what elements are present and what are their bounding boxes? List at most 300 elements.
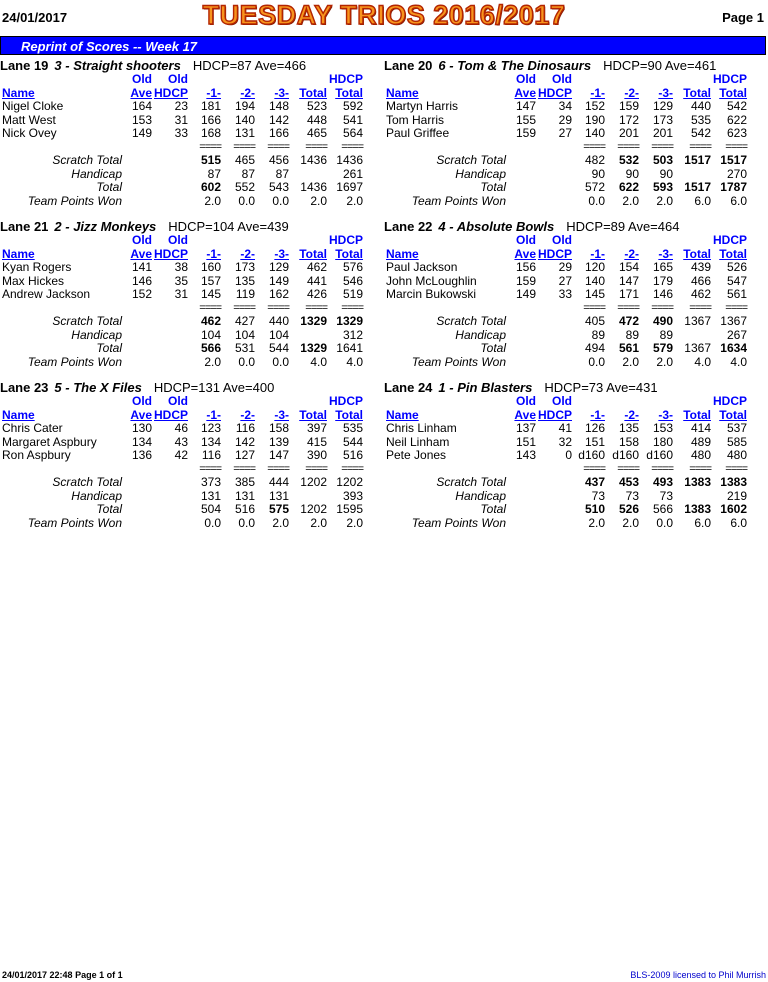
team-points-row-g1-cell: 0.0 <box>588 354 605 369</box>
handicap-row-g1-cell: 90 <box>591 166 605 181</box>
total-row-g3-cell: 543 <box>268 180 289 194</box>
player-row <box>384 449 756 463</box>
player-name: Paul Griffee <box>386 126 450 140</box>
player-g1-cell: 160 <box>200 260 221 274</box>
team-points-row-htotal-cell: 4.0 <box>730 354 747 369</box>
row-label: Team Points Won <box>27 354 122 369</box>
player-ave-cell: 149 <box>131 126 152 140</box>
team-points-row-g2-cell: 0.0 <box>238 515 255 530</box>
total-row-g2-cell: 526 <box>618 502 639 516</box>
player-g2-cell: 142 <box>234 434 255 449</box>
scratch-total-row-htotal-cell: 1383 <box>720 475 747 489</box>
separator-cell: ==== <box>199 462 221 475</box>
player-name: Martyn Harris <box>386 99 459 113</box>
total-row-g1-cell: 572 <box>584 180 605 194</box>
separator-cell: ==== <box>305 140 327 153</box>
separator-cell: ==== <box>725 301 747 314</box>
old-ave-cell: Old <box>516 233 536 247</box>
game3-header-cell: -3- <box>274 407 289 422</box>
team-points-row-g3-cell: 0.0 <box>656 515 673 530</box>
player-htotal-cell: 561 <box>726 287 747 301</box>
hdcp-total-header-cell: Total <box>719 246 747 261</box>
player-g1-cell: 116 <box>201 448 221 462</box>
player-g1-cell: 140 <box>584 126 605 140</box>
player-hdcp-cell: 38 <box>174 260 188 274</box>
player-g3-cell: 166 <box>268 126 289 140</box>
team-points-row-total-cell: 4.0 <box>694 354 711 369</box>
column-header-row <box>0 248 372 262</box>
team-points-row-g1-cell: 0.0 <box>204 515 221 530</box>
player-htotal-cell: 544 <box>342 434 363 449</box>
handicap-row-g3-cell: 104 <box>268 327 289 342</box>
player-row <box>384 100 756 114</box>
ave-header-cell: Ave <box>514 246 536 261</box>
player-hdcp-cell: 32 <box>558 434 572 449</box>
lane-number: Lane 24 <box>384 380 433 395</box>
lane-block <box>384 380 756 530</box>
player-hdcp-cell: 31 <box>174 112 188 127</box>
total-header-cell: Total <box>683 85 711 100</box>
player-total-cell: 480 <box>690 448 711 462</box>
row-label: Scratch Total <box>436 314 506 328</box>
player-name: John McLoughlin <box>386 273 477 288</box>
game1-header-cell: -1- <box>590 85 605 100</box>
player-hdcp-cell: 46 <box>174 421 188 435</box>
total-row-g3-cell: 593 <box>652 180 673 194</box>
game3-header-cell: -3- <box>658 246 673 261</box>
game2-header-cell: -2- <box>240 85 255 100</box>
team-points-row-htotal-cell: 6.0 <box>730 193 747 208</box>
hdcp-header-cell: HDCP <box>537 85 572 100</box>
team-points-row-g2-cell: 2.0 <box>622 193 639 208</box>
player-ave-cell: 159 <box>515 273 536 288</box>
separator-cell: ==== <box>689 462 711 475</box>
player-g1-cell: 145 <box>200 287 221 301</box>
separator-row <box>0 302 372 316</box>
game2-header-cell: -2- <box>240 407 255 422</box>
team-points-row-g3-cell: 0.0 <box>272 354 289 369</box>
player-total-cell: 466 <box>690 273 711 288</box>
hdcp-header-cell: HDCP <box>537 246 572 261</box>
player-htotal-cell: 541 <box>342 112 363 127</box>
row-label: Scratch Total <box>52 475 122 489</box>
total-row-htotal-cell: 1787 <box>720 180 747 194</box>
game1-header-cell: -1- <box>206 246 221 261</box>
player-row <box>0 436 372 450</box>
player-g2-cell: 119 <box>235 287 255 301</box>
player-row <box>0 127 372 141</box>
player-row <box>384 261 756 275</box>
row-label: Handicap <box>71 488 122 503</box>
team-stats: HDCP=104 Ave=439 <box>168 219 289 234</box>
separator-cell: ==== <box>617 301 639 314</box>
row-label: Handicap <box>455 327 506 342</box>
row-label: Handicap <box>455 488 506 503</box>
lane-number: Lane 19 <box>0 58 49 73</box>
team-name: 5 - The X Files <box>54 380 142 395</box>
player-hdcp-cell: 29 <box>558 260 572 274</box>
scratch-total-row-htotal-cell: 1202 <box>336 475 363 489</box>
lane-number: Lane 20 <box>384 58 433 73</box>
player-g2-cell: 201 <box>618 126 639 140</box>
player-htotal-cell: 516 <box>342 448 363 462</box>
row-label: Total <box>480 502 506 516</box>
scratch-total-row-total-cell: 1202 <box>300 475 327 489</box>
player-g3-cell: 149 <box>268 273 289 288</box>
handicap-row-g2-cell: 90 <box>625 166 639 181</box>
total-row-htotal-cell: 1634 <box>720 341 747 355</box>
player-htotal-cell: 526 <box>726 260 747 274</box>
separator-cell: ==== <box>233 301 255 314</box>
team-points-row-g3-cell: 2.0 <box>656 354 673 369</box>
hdcp-total-header-cell: Total <box>719 407 747 422</box>
player-hdcp-cell: 0 <box>565 448 572 462</box>
scratch-total-row-total-cell: 1367 <box>684 314 711 328</box>
handicap-row-htotal-cell: 267 <box>726 327 747 342</box>
separator-cell: ==== <box>233 140 255 153</box>
player-ave-cell: 130 <box>131 421 152 435</box>
game2-header-cell: -2- <box>624 407 639 422</box>
old-hdcp-cell: Old <box>552 72 572 86</box>
column-header-row <box>384 395 756 409</box>
team-points-row-htotal-cell: 2.0 <box>346 193 363 208</box>
player-g2-cell: 140 <box>234 112 255 127</box>
separator-cell: ==== <box>233 462 255 475</box>
scratch-total-row-total-cell: 1436 <box>300 153 327 167</box>
total-row-g2-cell: 561 <box>618 341 639 355</box>
total-row-g1-cell: 602 <box>200 180 221 194</box>
player-htotal-cell: 519 <box>342 287 363 301</box>
lane-number: Lane 21 <box>0 219 49 234</box>
lane-header <box>0 380 372 395</box>
handicap-row-g3-cell: 131 <box>268 488 289 503</box>
player-g3-cell: 148 <box>268 99 289 113</box>
lane-number: Lane 22 <box>384 219 433 234</box>
total-row-total-cell: 1367 <box>684 341 711 355</box>
total-header-cell: Total <box>299 246 327 261</box>
name-header: Name <box>386 246 419 261</box>
lane-block <box>0 58 372 208</box>
row-label: Team Points Won <box>411 193 506 208</box>
player-hdcp-cell: 35 <box>174 273 188 288</box>
player-name: Pete Jones <box>386 448 447 462</box>
total-row <box>0 342 372 356</box>
scratch-total-row <box>0 315 372 329</box>
player-total-cell: 426 <box>306 287 327 301</box>
separator-row <box>384 463 756 477</box>
player-g1-cell: d160 <box>578 448 605 462</box>
player-g1-cell: 151 <box>584 434 605 449</box>
separator-cell: ==== <box>725 462 747 475</box>
player-g1-cell: 166 <box>200 112 221 127</box>
scratch-total-row-g1-cell: 405 <box>584 314 605 328</box>
total-row-total-cell: 1436 <box>300 180 327 194</box>
player-htotal-cell: 546 <box>342 273 363 288</box>
scratch-total-row-g3-cell: 456 <box>268 153 289 167</box>
player-row <box>0 275 372 289</box>
separator-cell: ==== <box>341 301 363 314</box>
scratch-total-row <box>0 154 372 168</box>
player-g1-cell: 123 <box>200 421 221 435</box>
scratch-total-row-total-cell: 1383 <box>684 475 711 489</box>
player-ave-cell: 159 <box>515 126 536 140</box>
separator-cell: ==== <box>689 301 711 314</box>
player-g3-cell: 179 <box>652 273 673 288</box>
row-label: Handicap <box>71 327 122 342</box>
separator-cell: ==== <box>651 462 673 475</box>
game2-header-cell: -2- <box>624 246 639 261</box>
player-g2-cell: 159 <box>618 99 639 113</box>
total-header-cell: Total <box>683 246 711 261</box>
total-row <box>384 342 756 356</box>
hdcp-total-top-cell: HDCP <box>712 233 747 247</box>
footer-right: BLS-2009 licensed to Phil Murrish <box>630 970 766 980</box>
player-total-cell: 462 <box>690 287 711 301</box>
player-name: Nick Ovey <box>2 126 57 140</box>
player-total-cell: 397 <box>306 421 327 435</box>
player-g3-cell: 165 <box>652 260 673 274</box>
lane-block <box>0 380 372 530</box>
game3-header-cell: -3- <box>658 407 673 422</box>
player-row <box>0 261 372 275</box>
handicap-row-g2-cell: 73 <box>625 488 639 503</box>
player-htotal-cell: 576 <box>342 260 363 274</box>
team-stats: HDCP=73 Ave=431 <box>544 380 658 395</box>
player-g3-cell: 162 <box>268 287 289 301</box>
ave-header-cell: Ave <box>514 407 536 422</box>
team-points-row-total-cell: 6.0 <box>694 515 711 530</box>
row-label: Total <box>96 341 122 355</box>
separator-cell: ==== <box>689 140 711 153</box>
total-row-htotal-cell: 1595 <box>336 502 363 516</box>
player-g1-cell: 126 <box>584 421 605 435</box>
old-ave-cell: Old <box>132 394 152 408</box>
player-g2-cell: 194 <box>234 99 255 113</box>
total-row-total-cell: 1383 <box>684 502 711 516</box>
team-points-row-g2-cell: 2.0 <box>622 354 639 369</box>
team-points-row <box>0 195 372 209</box>
handicap-row-g1-cell: 87 <box>207 166 221 181</box>
game3-header-cell: -3- <box>658 85 673 100</box>
player-g3-cell: 153 <box>652 421 673 435</box>
hdcp-total-header-cell: Total <box>335 85 363 100</box>
page-number: Page 1 <box>722 10 764 25</box>
player-g3-cell: 129 <box>652 99 673 113</box>
player-row <box>0 288 372 302</box>
name-header: Name <box>2 246 35 261</box>
old-hdcp-cell: Old <box>552 233 572 247</box>
handicap-row-g2-cell: 131 <box>234 488 255 503</box>
player-row <box>384 275 756 289</box>
player-name: Matt West <box>2 112 56 127</box>
player-ave-cell: 152 <box>131 287 152 301</box>
game3-header-cell: -3- <box>274 246 289 261</box>
scratch-total-row-g1-cell: 515 <box>200 153 221 167</box>
player-g2-cell: 154 <box>618 260 639 274</box>
handicap-row-g3-cell: 90 <box>659 166 673 181</box>
handicap-row-htotal-cell: 312 <box>342 327 363 342</box>
scratch-total-row-g1-cell: 437 <box>584 475 605 489</box>
lane-number: Lane 23 <box>0 380 49 395</box>
separator-cell: ==== <box>583 140 605 153</box>
separator-cell: ==== <box>651 140 673 153</box>
player-g2-cell: 158 <box>618 434 639 449</box>
handicap-row <box>384 168 756 182</box>
column-header-row <box>0 73 372 87</box>
team-points-row-g2-cell: 0.0 <box>238 193 255 208</box>
team-points-row <box>384 356 756 370</box>
player-total-cell: 542 <box>690 126 711 140</box>
scratch-total-row-g3-cell: 440 <box>268 314 289 328</box>
player-row <box>0 100 372 114</box>
player-ave-cell: 153 <box>131 112 152 127</box>
ave-header-cell: Ave <box>130 85 152 100</box>
separator-row <box>0 141 372 155</box>
separator-cell: ==== <box>341 140 363 153</box>
player-name: Margaret Aspbury <box>2 434 97 449</box>
player-g2-cell: 131 <box>234 126 255 140</box>
column-header-row <box>0 395 372 409</box>
handicap-row <box>384 490 756 504</box>
team-points-row-total-cell: 4.0 <box>310 354 327 369</box>
lane-header <box>0 58 372 73</box>
player-ave-cell: 141 <box>131 260 152 274</box>
player-htotal-cell: 480 <box>726 448 747 462</box>
handicap-row <box>0 490 372 504</box>
player-row <box>0 449 372 463</box>
team-name: 3 - Straight shooters <box>54 58 181 73</box>
total-row-total-cell: 1517 <box>684 180 711 194</box>
team-stats: HDCP=87 Ave=466 <box>192 58 307 73</box>
separator-cell: ==== <box>617 462 639 475</box>
player-name: Tom Harris <box>386 112 445 127</box>
player-total-cell: 448 <box>306 112 327 127</box>
team-points-row <box>0 356 372 370</box>
total-row-g1-cell: 566 <box>200 341 221 355</box>
separator-cell: ==== <box>725 140 747 153</box>
player-total-cell: 465 <box>306 126 327 140</box>
separator-cell: ==== <box>617 140 639 153</box>
player-row <box>384 422 756 436</box>
total-row-g2-cell: 552 <box>234 180 255 194</box>
scratch-total-row <box>0 476 372 490</box>
column-header-row <box>384 409 756 423</box>
total-row-g1-cell: 510 <box>584 502 605 516</box>
player-g3-cell: 142 <box>268 112 289 127</box>
team-points-row-htotal-cell: 6.0 <box>730 515 747 530</box>
row-label: Total <box>480 341 506 355</box>
player-g3-cell: 173 <box>652 112 673 127</box>
name-header: Name <box>386 85 419 100</box>
team-points-row-g1-cell: 2.0 <box>204 354 221 369</box>
team-points-row-g1-cell: 0.0 <box>588 193 605 208</box>
player-row <box>384 436 756 450</box>
total-row-g2-cell: 622 <box>618 180 639 194</box>
player-ave-cell: 164 <box>131 99 152 113</box>
total-header-cell: Total <box>299 85 327 100</box>
column-header-row <box>384 234 756 248</box>
total-row-g2-cell: 531 <box>234 341 255 355</box>
player-g2-cell: 116 <box>235 421 255 435</box>
total-row <box>384 503 756 517</box>
player-htotal-cell: 537 <box>726 421 747 435</box>
team-stats: HDCP=89 Ave=464 <box>566 219 680 234</box>
team-points-row <box>384 195 756 209</box>
handicap-row-htotal-cell: 270 <box>726 166 747 181</box>
column-header-row <box>384 73 756 87</box>
report-title: TUESDAY TRIOS 2016/2017 <box>202 0 566 30</box>
footer-left: 24/01/2017 22:48 Page 1 of 1 <box>2 970 123 980</box>
row-label: Scratch Total <box>52 153 122 167</box>
lane-header <box>384 58 756 73</box>
handicap-row-g3-cell: 87 <box>275 166 289 181</box>
handicap-row-g1-cell: 89 <box>591 327 605 342</box>
player-g3-cell: 139 <box>268 434 289 449</box>
player-hdcp-cell: 31 <box>174 287 188 301</box>
old-ave-cell: Old <box>132 72 152 86</box>
column-header-row <box>0 87 372 101</box>
column-header-row <box>0 409 372 423</box>
player-hdcp-cell: 23 <box>174 99 188 113</box>
lane-header <box>384 380 756 395</box>
player-g1-cell: 168 <box>200 126 221 140</box>
hdcp-total-header-cell: Total <box>335 407 363 422</box>
player-htotal-cell: 585 <box>726 434 747 449</box>
scratch-total-row-g1-cell: 373 <box>200 475 221 489</box>
player-g2-cell: 135 <box>234 273 255 288</box>
hdcp-total-header-cell: Total <box>335 246 363 261</box>
lane-header <box>0 219 372 234</box>
team-points-row-g2-cell: 0.0 <box>238 354 255 369</box>
player-ave-cell: 146 <box>131 273 152 288</box>
player-hdcp-cell: 29 <box>558 112 572 127</box>
total-row-g3-cell: 579 <box>652 341 673 355</box>
scratch-total-row-g1-cell: 482 <box>584 153 605 167</box>
player-row <box>0 114 372 128</box>
player-total-cell: 523 <box>306 99 327 113</box>
old-ave-cell: Old <box>516 394 536 408</box>
total-row-g3-cell: 544 <box>268 341 289 355</box>
row-label: Scratch Total <box>52 314 122 328</box>
scratch-total-row-g2-cell: 453 <box>618 475 639 489</box>
hdcp-total-top-cell: HDCP <box>712 394 747 408</box>
scratch-total-row-g3-cell: 493 <box>652 475 673 489</box>
total-row-g2-cell: 516 <box>234 502 255 516</box>
lane-block <box>384 219 756 369</box>
row-label: Scratch Total <box>436 475 506 489</box>
handicap-row-g3-cell: 73 <box>659 488 673 503</box>
column-header-row <box>384 87 756 101</box>
scratch-total-row-htotal-cell: 1436 <box>336 153 363 167</box>
player-g3-cell: 146 <box>652 287 673 301</box>
player-hdcp-cell: 33 <box>174 126 188 140</box>
player-hdcp-cell: 41 <box>558 421 572 435</box>
team-points-row-total-cell: 6.0 <box>694 193 711 208</box>
report-date: 24/01/2017 <box>2 10 68 25</box>
handicap-row-htotal-cell: 261 <box>342 166 363 181</box>
team-points-row-g3-cell: 0.0 <box>272 193 289 208</box>
player-name: Andrew Jackson <box>2 287 91 301</box>
player-name: Kyan Rogers <box>2 260 72 274</box>
player-ave-cell: 134 <box>131 434 152 449</box>
hdcp-header-cell: HDCP <box>537 407 572 422</box>
handicap-row-g2-cell: 104 <box>234 327 255 342</box>
player-g2-cell: 172 <box>618 112 639 127</box>
banner: Reprint of Scores -- Week 17 <box>0 36 766 55</box>
player-g3-cell: d160 <box>646 448 673 462</box>
scratch-total-row-g2-cell: 532 <box>618 153 639 167</box>
scratch-total-row-g2-cell: 427 <box>234 314 255 328</box>
